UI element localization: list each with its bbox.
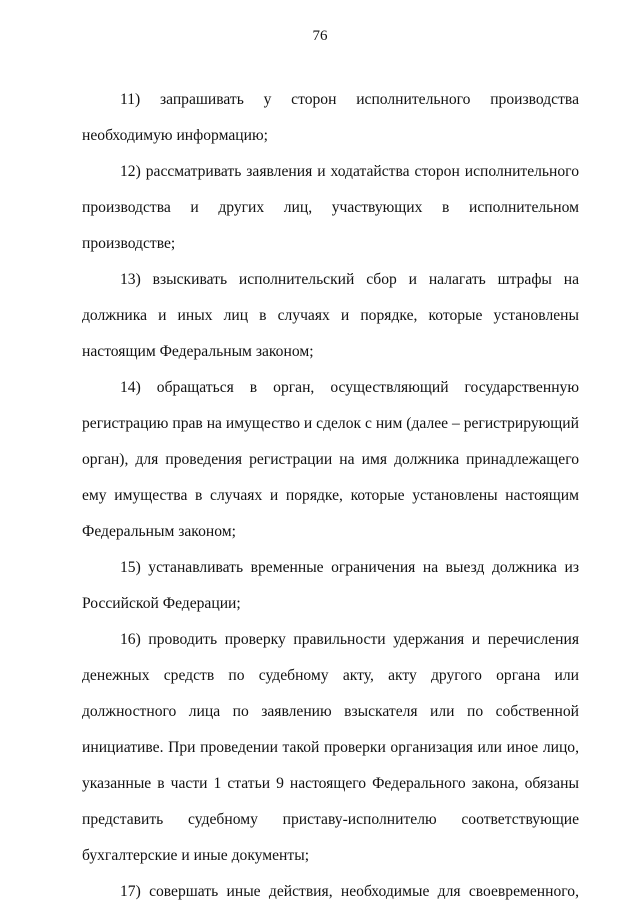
- paragraph-item-16: 16) проводить проверку правильности удержания и перечисления денежных средств по судебному акту, акту другого органа или должностного лица по заявлению взыскателя или по собственной инициативе. При проведении такой проверки организация или иное лицо, указанные в части 1 статьи 9 настоящего Федерального закона, обязаны представить судебному приставу-исполнителю соответствующие бухгалтерские и иные документы;: [82, 631, 579, 864]
- paragraph-item-13: 13) взыскивать исполнительский сбор и налагать штрафы на должника и иных лиц в случаях и порядке, которые установлены настоящим Федеральным законом;: [82, 271, 579, 360]
- paragraph-item-17: 17) совершать иные действия, необходимые для своевременного,: [120, 883, 579, 900]
- paragraph-item-11: 11) запрашивать у сторон исполнительного производства необходимую информацию;: [82, 91, 579, 144]
- paragraph-item-12: 12) рассматривать заявления и ходатайства сторон исполнительного производства и других лиц, участвующих в исполнительном производстве;: [82, 163, 579, 252]
- paragraph-item-14: 14) обращаться в орган, осуществляющий государственную регистрацию прав на имущество и сделок с ним (далее – регистрирующий орган), для проведения регистрации на имя должника принадлежащего ему имущества в случаях и порядке, которые установлены настоящим Федеральным законом;: [82, 379, 579, 540]
- paragraph-item-15: 15) устанавливать временные ограничения на выезд должника из Российской Федерации;: [82, 559, 579, 612]
- document-body: [82, 82, 579, 910]
- page-number: 76: [312, 28, 328, 44]
